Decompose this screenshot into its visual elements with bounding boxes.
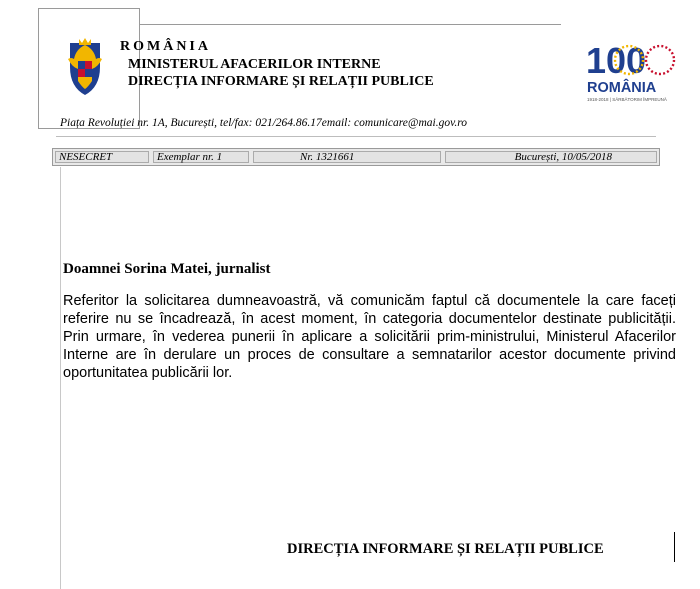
header-country: ROMÂNIA (120, 39, 211, 54)
reference-bar (52, 148, 660, 166)
letter-body: Referitor la solicitarea dumneavoastră, vă comunicăm faptul că documentele la care faceți referire nu se încadrează, în acest moment, în categoria documentelor destinate publicității. Prin urmare, în vederea punerii în aplicare a solicitării prim-ministrului, Ministerul Afacerilor Interne are în derulare un proces de consultare a semnatarilor acestor documente privind oportunitatea publicării lor. (63, 293, 676, 381)
address-rule (56, 136, 656, 137)
copy-number-cell: Exemplar nr. 1 (153, 151, 249, 163)
place-date-cell: București, 10/05/2018 (445, 151, 657, 163)
page-margin-line (60, 167, 61, 589)
logo-name: ROMÂNIA (587, 80, 657, 96)
text-cursor (674, 532, 675, 562)
registration-number-cell: Nr. 1321661 (253, 151, 441, 163)
signature: DIRECȚIA INFORMARE ȘI RELAȚII PUBLICE (287, 541, 604, 557)
classification-cell: NESECRET (55, 151, 149, 163)
addressee: Doamnei Sorina Matei, jurnalist (63, 261, 271, 277)
logo-tagline: 1918-2018 | SĂRBĂTORIM ÎMPREUNĂ (587, 97, 667, 102)
logo-number: 100 (586, 40, 647, 81)
header-ministry: MINISTERUL AFACERILOR INTERNE (128, 57, 381, 72)
header-top-rule (139, 24, 561, 25)
header-frame-left (38, 8, 39, 128)
header-directorate: DIRECȚIA INFORMARE ȘI RELAȚII PUBLICE (128, 74, 434, 89)
address-line: Piața Revoluției nr. 1A, București, tel/fax: 021/264.86.17email: comunicare@mai.gov.ro (60, 117, 468, 129)
header-frame-top (38, 8, 139, 9)
coat-of-arms-icon (62, 37, 108, 99)
romania-centenary-logo (584, 37, 684, 104)
